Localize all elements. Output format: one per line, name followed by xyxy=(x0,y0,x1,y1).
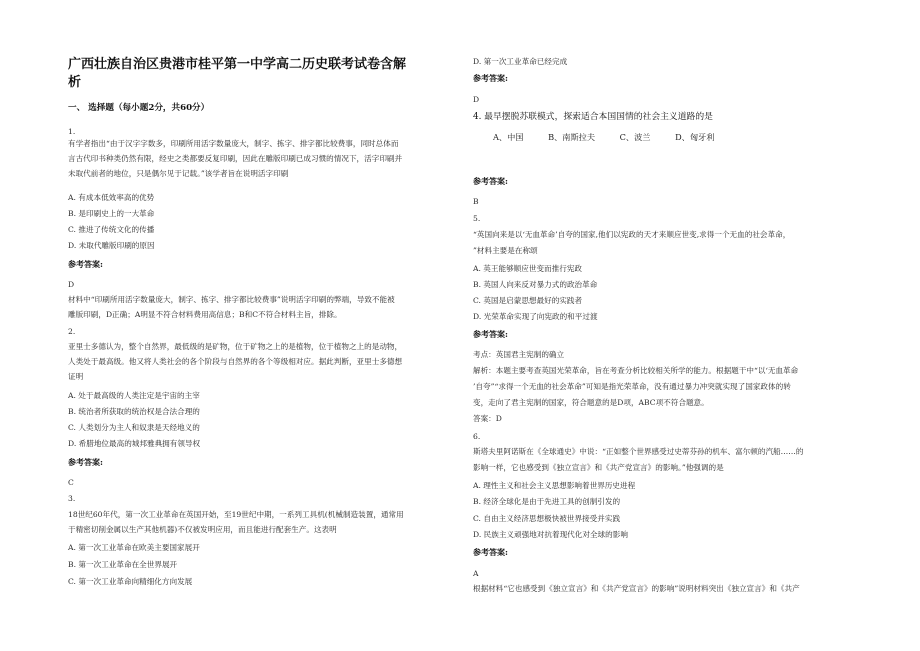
q3-option-d: D. 第一次工业革命已经完成 xyxy=(473,57,568,66)
section-heading: 一、 选择题（每小题2分，共60分） xyxy=(68,103,210,113)
q5-option-d: D. 光荣革命实现了向宪政的和平过渡 xyxy=(473,312,598,321)
q5-option-a: A. 英王能够顺应世变而推行宪政 xyxy=(473,264,583,273)
q6-number: 6. xyxy=(473,432,481,441)
q2-option-c: C. 人类划分为主人和奴隶是天经地义的 xyxy=(68,423,200,432)
q4-option-c: C、波兰 xyxy=(619,132,651,142)
page-title-line2: 析 xyxy=(68,75,82,90)
q1-answer: D xyxy=(68,280,75,289)
q1-explanation-line: 雕版印刷，D正确；A明显不符合材料费用高信息；B和C不符合材料主旨，排除。 xyxy=(68,310,342,319)
q6-explanation-line: 根据材料“它也感受到《独立宣言》和《共产党宣言》的影响”说明材料突出《独立宣言》和《共产 xyxy=(473,584,800,593)
q1-option-a: A. 有成本低效率高的优势 xyxy=(68,193,155,202)
q5-explanation-line: 考点：英国君主宪制的确立 xyxy=(473,350,565,359)
q2-stem-line: 亚里士多德认为，整个自然界，最低级的是矿物，位于矿物之上的是植物，位于植物之上的是动物， xyxy=(68,342,403,351)
q1-stem-line: 未取代前者的地位，只是偶尔见于记载。”该学者旨在说明活字印刷 xyxy=(68,169,289,178)
q5-answer-line: 答案：D xyxy=(473,414,502,423)
q6-answer: A xyxy=(473,569,479,578)
answer-label: 参考答案: xyxy=(473,329,508,339)
q4-option-d: D、匈牙利 xyxy=(675,132,715,142)
q5-explanation-line: 变，走向了君主宪制的国家，符合题意的是D项，ABC项不符合题意。 xyxy=(473,398,709,407)
q5-option-b: B. 英国人向来反对暴力式的政治革命 xyxy=(473,280,598,289)
q4-options xyxy=(493,132,736,143)
q2-number: 2. xyxy=(68,327,76,336)
q5-number: 5. xyxy=(473,214,481,223)
q6-option-c: C. 自由主义经济思想极快被世界接受并实践 xyxy=(473,514,621,523)
q5-explanation-line: ’自夸”“求得一个无血的社会革命”可知是指光荣革命，没有通过暴力冲突就实现了国家政体的转 xyxy=(473,382,791,391)
q2-stem-line: 证明 xyxy=(68,372,84,381)
answer-label: 参考答案: xyxy=(68,457,103,467)
q6-option-a: A. 理性主义和社会主义思想影响着世界历史进程 xyxy=(473,481,636,490)
q1-explanation-line: 材料中“印刷所用活字数量庞大，制字、拣字、排字都比较费事”说明活字印刷的弊端，导致不能被 xyxy=(68,295,395,304)
q5-explanation-line: 解析：本题主要考查英国光荣革命，旨在考查分析比较相关所学的能力。根据题干中“以‘无血革命 xyxy=(473,366,799,375)
answer-label: 参考答案: xyxy=(473,176,508,186)
q1-stem-line: 有学者指出“由于汉字字数多，印刷所用活字数量庞大，制字、拣字、排字都比较费事，同时总体而 xyxy=(68,139,399,148)
q6-stem-line: 影响一样，它也感受到《独立宣言》和《共产党宣言》的影响。”他强调的是 xyxy=(473,463,724,472)
q1-number: 1. xyxy=(68,127,76,136)
q5-option-c: C. 英国是启蒙思想最好的实践者 xyxy=(473,296,583,305)
answer-label: 参考答案: xyxy=(473,547,508,557)
q4-answer: B xyxy=(473,197,479,206)
q4-option-a: A、中国 xyxy=(493,132,524,142)
answer-label: 参考答案: xyxy=(68,259,103,269)
q6-option-d: D. 民族主义顽强地对抗着现代化对全球的影响 xyxy=(473,530,628,539)
page-title: 广西壮族自治区贵港市桂平第一中学高二历史联考试卷含解 xyxy=(68,57,407,72)
q5-stem-line: “英国向来是以‘无血革命’自夸的国家,他们以宪政的天才来顺应世变,求得一个无血的社会革命， xyxy=(473,230,791,239)
q6-option-b: B. 经济全球化是由于先进工具的创制引发的 xyxy=(473,497,621,506)
q1-option-c: C. 推进了传统文化的传播 xyxy=(68,225,155,234)
q3-option-a: A. 第一次工业革命在欧美主要国家展开 xyxy=(68,543,200,552)
q3-stem-line: 18世纪60年代，第一次工业革命在英国开始，至19世纪中期，一系列工具机(机械制造装置，通常用 xyxy=(68,510,404,519)
q2-option-d: D. 希腊地位最高的城邦雅典拥有领导权 xyxy=(68,439,201,448)
q5-stem-line: ”材料主要是在称颂 xyxy=(473,246,538,255)
q3-stem-line: 于精密切削金属以生产其他机器)不仅被发明应用，而且能进行配套生产。这表明 xyxy=(68,525,337,534)
q1-option-b: B. 是印刷史上的一大革命 xyxy=(68,209,155,218)
q3-number: 3. xyxy=(68,494,76,503)
q1-stem-line: 言古代印书种类仍然有限，经史之类都要反复印刷，因此在雕版印刷已成习惯的情况下，活字印刷并 xyxy=(68,154,403,163)
q4-stem: 4. 最早摆脱苏联模式，探索适合本国国情的社会主义道路的是 xyxy=(473,112,713,122)
q3-option-c: C. 第一次工业革命向精细化方向发展 xyxy=(68,577,193,586)
q3-option-b: B. 第一次工业革命在全世界展开 xyxy=(68,560,178,569)
q2-stem-line: 人类处于最高级。他又将人类社会的各个阶段与自然界的各个等级相对应。据此判断，亚里士多德想 xyxy=(68,357,403,366)
q3-answer: D xyxy=(473,95,480,104)
q4-option-b: B、南斯拉夫 xyxy=(548,132,596,142)
q2-option-b: B. 统治者所获取的统治权是合法合理的 xyxy=(68,407,200,416)
q2-option-a: A. 处于最高级的人类注定是宇宙的主宰 xyxy=(68,391,200,400)
q2-answer: C xyxy=(68,478,74,487)
q1-option-d: D. 未取代雕版印刷的原因 xyxy=(68,241,155,250)
answer-label: 参考答案: xyxy=(473,73,508,83)
q6-stem-line: 斯塔夫里阿诺斯在《全球通史》中说：“正如整个世界感受过史蒂芬孙的机车、富尔顿的汽船……的 xyxy=(473,447,804,456)
